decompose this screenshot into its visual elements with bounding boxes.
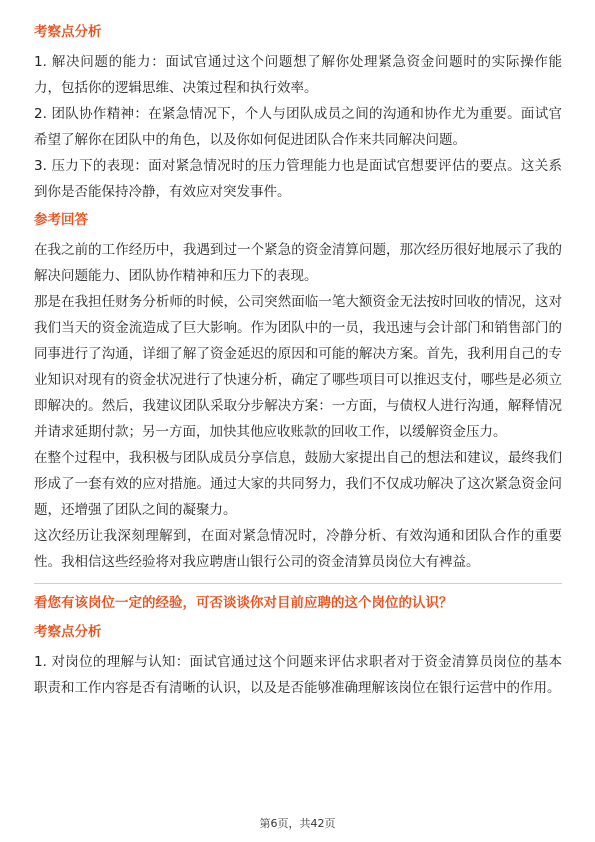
analysis-item: 3. 压力下的表现：面对紧急情况时的压力管理能力也是面试官想要评估的要点。这关系到你是否能保持冷静，有效应对突发事件。 [34, 158, 562, 200]
answer-paragraph: 在整个过程中，我积极与团队成员分享信息，鼓励大家提出自己的想法和建议，最终我们形成了一套有效的应对措施。通过大家的共同努力，我们不仅成功解决了这次紧急资金问题，还增强了团队之间的凝聚力。 [34, 450, 562, 518]
answer-body [34, 237, 562, 575]
section-divider [34, 583, 562, 584]
analysis-item: 1. 对岗位的理解与认知：面试官通过这个问题来评估求职者对于资金清算员岗位的基本职责和工作内容是否有清晰的认识，以及是否能够准确理解该岗位在银行运营中的作用。 [34, 654, 562, 696]
analysis-item: 2. 团队协作精神：在紧急情况下，个人与团队成员之间的沟通和协作尤为重要。面试官希望了解你在团队中的角色，以及你如何促进团队合作来共同解决问题。 [34, 106, 562, 148]
interview-question: 看您有该岗位一定的经验，可否谈谈你对目前应聘的这个岗位的认识？ [34, 595, 453, 611]
answer-paragraph: 那是在我担任财务分析师的时候，公司突然面临一笔大额资金无法按时回收的情况，这对我们当天的资金流造成了巨大影响。作为团队中的一员，我迅速与会计部门和销售部门的同事进行了沟通，详细了解了资金延迟的原因和可能的解决方案。首先，我利用自己的专业知识对现有的资金状况进行了快速分析，确定了哪些项目可以推迟支付，哪些是必须立即解决的。然后，我建议团队采取分步解决方案：一方面，与债权人进行沟通，解释情况并请求延期付款；另一方面，加快其他应收账款的回收工作，以缓解资金压力。 [34, 294, 562, 440]
answer-paragraph: 这次经历让我深刻理解到，在面对紧急情况时，冷静分析、有效沟通和团队合作的重要性。我相信这些经验将对我应聘唐山银行公司的资金清算员岗位大有裨益。 [34, 528, 562, 570]
answer-paragraph: 在我之前的工作经历中，我遇到过一个紧急的资金清算问题，那次经历很好地展示了我的解决问题能力、团队协作精神和压力下的表现。 [34, 242, 562, 284]
page-content [34, 22, 562, 706]
section-heading-analysis: 考察点分析 [34, 24, 102, 40]
page-number: 第6页，共42页 [259, 817, 336, 830]
section-heading-analysis-2: 考察点分析 [34, 624, 102, 640]
analysis-item: 1. 解决问题的能力：面试官通过这个问题想了解你处理紧急资金问题时的实际操作能力，包括你的逻辑思维、决策过程和执行效率。 [34, 54, 562, 96]
analysis-list [34, 49, 562, 205]
analysis-list-2 [34, 649, 562, 701]
section-heading-answer: 参考回答 [34, 212, 88, 228]
